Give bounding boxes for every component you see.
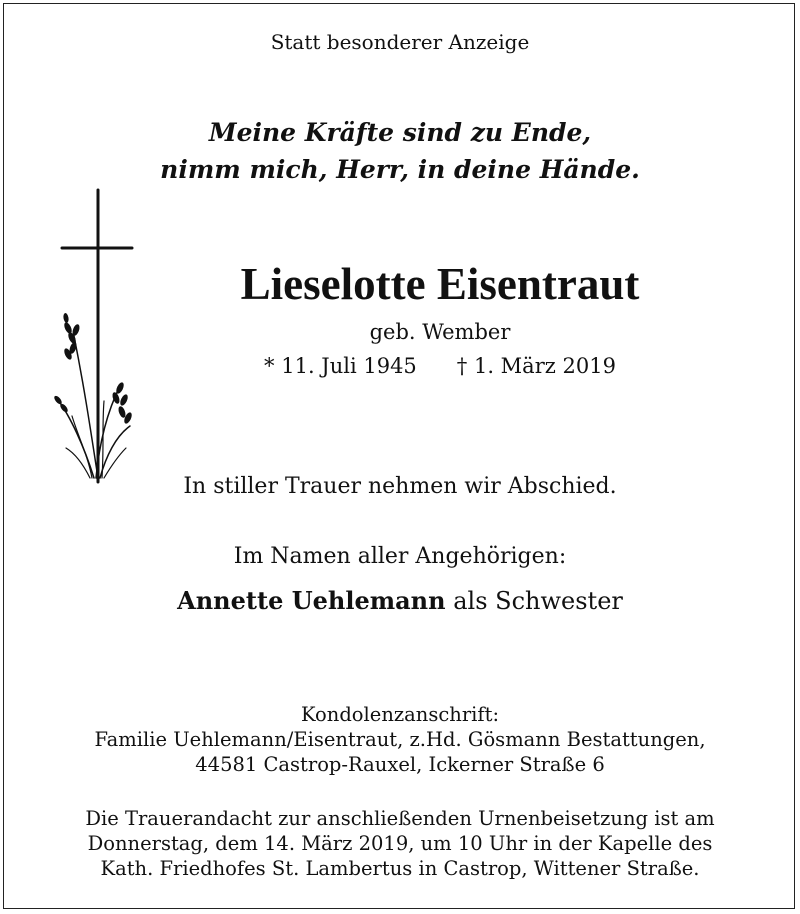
- condolence-heading: Kondolenzanschrift:: [300, 703, 500, 726]
- birth-date: * 11. Juli 1945: [264, 354, 417, 378]
- notice-header: Statt besonderer Anzeige: [270, 30, 530, 54]
- on-behalf-text: Im Namen aller Angehörigen:: [233, 544, 567, 569]
- signer-relation: als Schwester: [453, 587, 623, 615]
- deceased-name: Lieselotte Eisentraut: [240, 259, 640, 309]
- condolence-address: [0, 702, 800, 777]
- condolence-line-1: Familie Uehlemann/Eisentraut, z.Hd. Gösmann Bestattungen,: [94, 728, 706, 751]
- maiden-name: geb. Wember: [369, 320, 511, 344]
- ceremony-line-1: Die Trauerandacht zur anschließenden Urnenbeisetzung ist am: [85, 807, 715, 830]
- farewell-text: In stiller Trauer nehmen wir Abschied.: [183, 474, 617, 499]
- verse: [0, 114, 800, 188]
- death-date: † 1. März 2019: [456, 354, 616, 378]
- ceremony-line-2: Donnerstag, dem 14. März 2019, um 10 Uhr in der Kapelle des: [87, 832, 713, 855]
- ceremony-info: [0, 806, 800, 881]
- signer: [0, 586, 800, 615]
- condolence-line-2: 44581 Castrop-Rauxel, Ickerner Straße 6: [195, 753, 605, 776]
- ceremony-line-3: Kath. Friedhofes St. Lambertus in Castrop, Wittener Straße.: [100, 857, 700, 880]
- life-dates: [40, 354, 800, 378]
- verse-line-2: nimm mich, Herr, in deine Hände.: [160, 155, 640, 184]
- verse-line-1: Meine Kräfte sind zu Ende,: [208, 118, 592, 147]
- signer-name: Annette Uehlemann: [177, 586, 446, 615]
